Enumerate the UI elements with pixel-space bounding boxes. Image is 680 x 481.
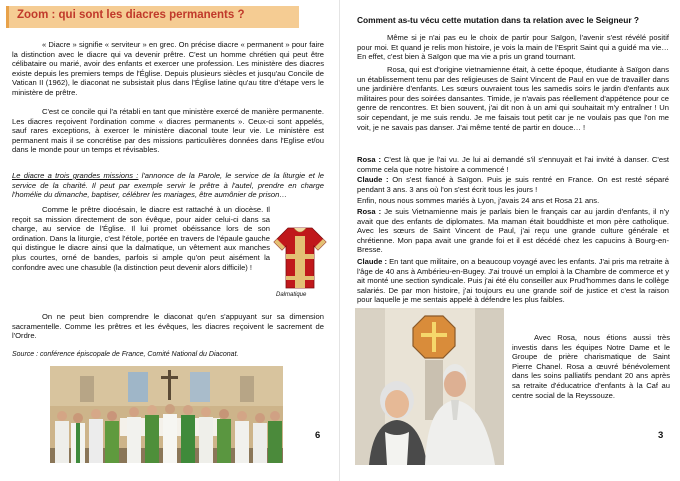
dalmatic-caption: Dalmatique	[276, 292, 307, 298]
missions-text: l'annonce de la Parole, le service de la liturgie et le service de la charité. Il peut par exemple servir le prêtre à l'autel, prendre en charge l'homélie du dimanche, baptiser, célébrer les mariages, être aumônier de prison…	[12, 171, 324, 200]
paragraph-intro: « Diacre » signifie « serviteur » en grec. On précise diacre « permanent » pour faire la distinction avec le diacre qui va devenir prêtre. C'est un homme chrétien qui peut être célibataire ou marié, avoir des enfants et exercer une profession. Les ministère des diacres existe depuis les premiers temps de l'Église. Depuis plusieurs siècles et jusqu'au Concile de Vatican II (1962), le diaconat ne subsistait plus dans l'Église latine qu'au titre d'étape vers le ministère de prêtre.	[12, 40, 324, 97]
question-heading: Comment as-tu vécu cette mutation dans ta relation avec le Seigneur ?	[357, 15, 640, 25]
claude-career-text: En tant que militaire, on a beaucoup voyagé avec les enfants. J'ai pris ma retraite à l'âge de 40 ans à Ambérieu-en-Bugey. J'ai trouvé un emploi à la Chambre de commerce et y ait monté une section syndicale. Puis j'ai été élu conseiller aux Prud'hommes dans le collège salariés. De par mon histoire, j'ai toujours eu une grande soif de justice et c'est la raison pour laquelle je me sentais appelé à défendre les plus faibles.	[357, 257, 669, 305]
speaker-claude-label: Claude :	[357, 175, 389, 184]
paragraph-claude-career	[357, 257, 669, 305]
paragraph-missions	[12, 171, 324, 200]
rosa-dance-text: C'est là que je l'ai vu. Je lui ai demandé s'il s'ennuyait et l'ai invité à danser. C'est comme cela que notre histoire a commencé !	[357, 155, 669, 174]
page-number-right: 3	[658, 430, 664, 441]
paragraph-saigon: Même si je n'ai pas eu le choix de partir pour Saïgon, l'avenir s'est révélé positif pour moi. Et quand je relis mon histoire, je vois la main de l'Esprit Saint qui a guidé ma vie… En effet, c'est bien à Saïgon que ma vie a pris un grand tournant.	[357, 33, 669, 62]
paragraph-diocese: Comme le prêtre diocésain, le diacre est rattaché à un diocèse. Il reçoit sa mission directement de son évêque, pour aider celui-ci dans sa charge, au service de l'Église. Il lui promet obéissance lors de son ordination. Dans la liturgie, c'est l'étole, portée en travers de l'épaule gauche qui distingue le diacre ainsi que la dalmatique, un vêtement aux manches plus courtes, orné de bandes, parfois si ample qu'on peut aisément la confondre avec une chasuble (la distinction peut devenir alors difficile) !	[12, 205, 270, 272]
dalmatic-image	[272, 224, 328, 290]
paragraph-rosa-dance	[357, 155, 669, 174]
paragraph-engagement: Avec Rosa, nous étions aussi très investis dans les équipes Notre Dame et le Groupe de prière charismatique de Saint Pierre Chanel. Rosa a œuvré bénévolement dans les soins palliatifs pendant 20 ans après sa retraite d'éducatrice d'enfants à la Caf au centre social de la Reyssouze.	[512, 333, 670, 400]
missions-heading: Le diacre a trois grandes missions :	[12, 171, 139, 180]
paragraph-claude-fiance	[357, 175, 669, 194]
speaker-claude-label-2: Claude :	[357, 257, 387, 266]
paragraph-sacrament: On ne peut bien comprendre le diaconat qu'en s'appuyant sur sa dimension sacramentelle. Comme les prêtres et les évêques, les diacres reçoivent le sacrement de l'Ordre.	[12, 312, 324, 341]
paragraph-rosa-family	[357, 207, 669, 255]
paragraph-wedding: Enfin, nous nous sommes mariés à Lyon, j'avais 24 ans et Rosa 21 ans.	[357, 196, 600, 205]
speaker-rosa-label-2: Rosa :	[357, 207, 382, 216]
paragraph-rosa-origin: Rosa, qui est d'origine vietnamienne était, à cette époque, étudiante à Saïgon dans un établissement tenu par des religieuses de Saint Vincent de Paul en vue de travailler dans une jardinière d'enfants. Les sœurs ouvraient tous les samedis soirs le jardin d'enfants aux militaires pour des soirées dansantes. Timide, je n'avais pas réellement d'appétence pour ce genre de rencontres. Et bien souvent, j'ai dit non à un ami qui souhaitait m'y entraîner ! Un soir cependant, je me suis rendu. Je me faisais tout petit car je ne voulais pas que l'on me voit, je ne savais pas danser. J'ai même tenté de partir en douce… !	[357, 65, 669, 132]
page-title: Zoom : qui sont les diacres permanents ?	[17, 9, 245, 21]
title-banner	[6, 6, 299, 28]
paragraph-concile: C'est ce concile qui l'a rétabli en tant que ministère exercé de manière permanente. Les diacres reçoivent l'ordination comme « diacres permanents ». Ceux-ci sont appelés, sauf rares exceptions, à exercer le ministère diaconal toute leur vie. Le ministère est permanent mais il se concrétise par des missions particulières données dans l'Eglise et/ou dans le monde pour un temps et révisables.	[12, 107, 324, 155]
rosa-family-text: Je suis Vietnamienne mais je parlais bien le français car au jardin d'enfants, il n'y avait que des enfants de diplomates. Ma maman était bouddhiste et mon père catholique. Avec les sœurs de Saint Vincent de Paul, j'ai reçu une grande culture générale et chrétienne. Mon papa avait une grande foi et il est décédé chez les capucins à Bourg-en-Bresse.	[357, 207, 669, 255]
source-note: Source : conférence épiscopale de France, Comité National du Diaconat.	[12, 351, 239, 358]
right-page	[340, 0, 680, 481]
ordination-photo	[50, 366, 283, 463]
claude-fiance-text: On s'est fiancé à Saïgon. Puis je suis rentré en France. On est resté séparé pendant 3 ans. 3 ans où l'on s'est écrit tous les jours !	[357, 175, 669, 194]
page-number-left: 6	[315, 430, 321, 441]
speaker-rosa-label: Rosa :	[357, 155, 381, 164]
couple-photo	[355, 308, 504, 465]
